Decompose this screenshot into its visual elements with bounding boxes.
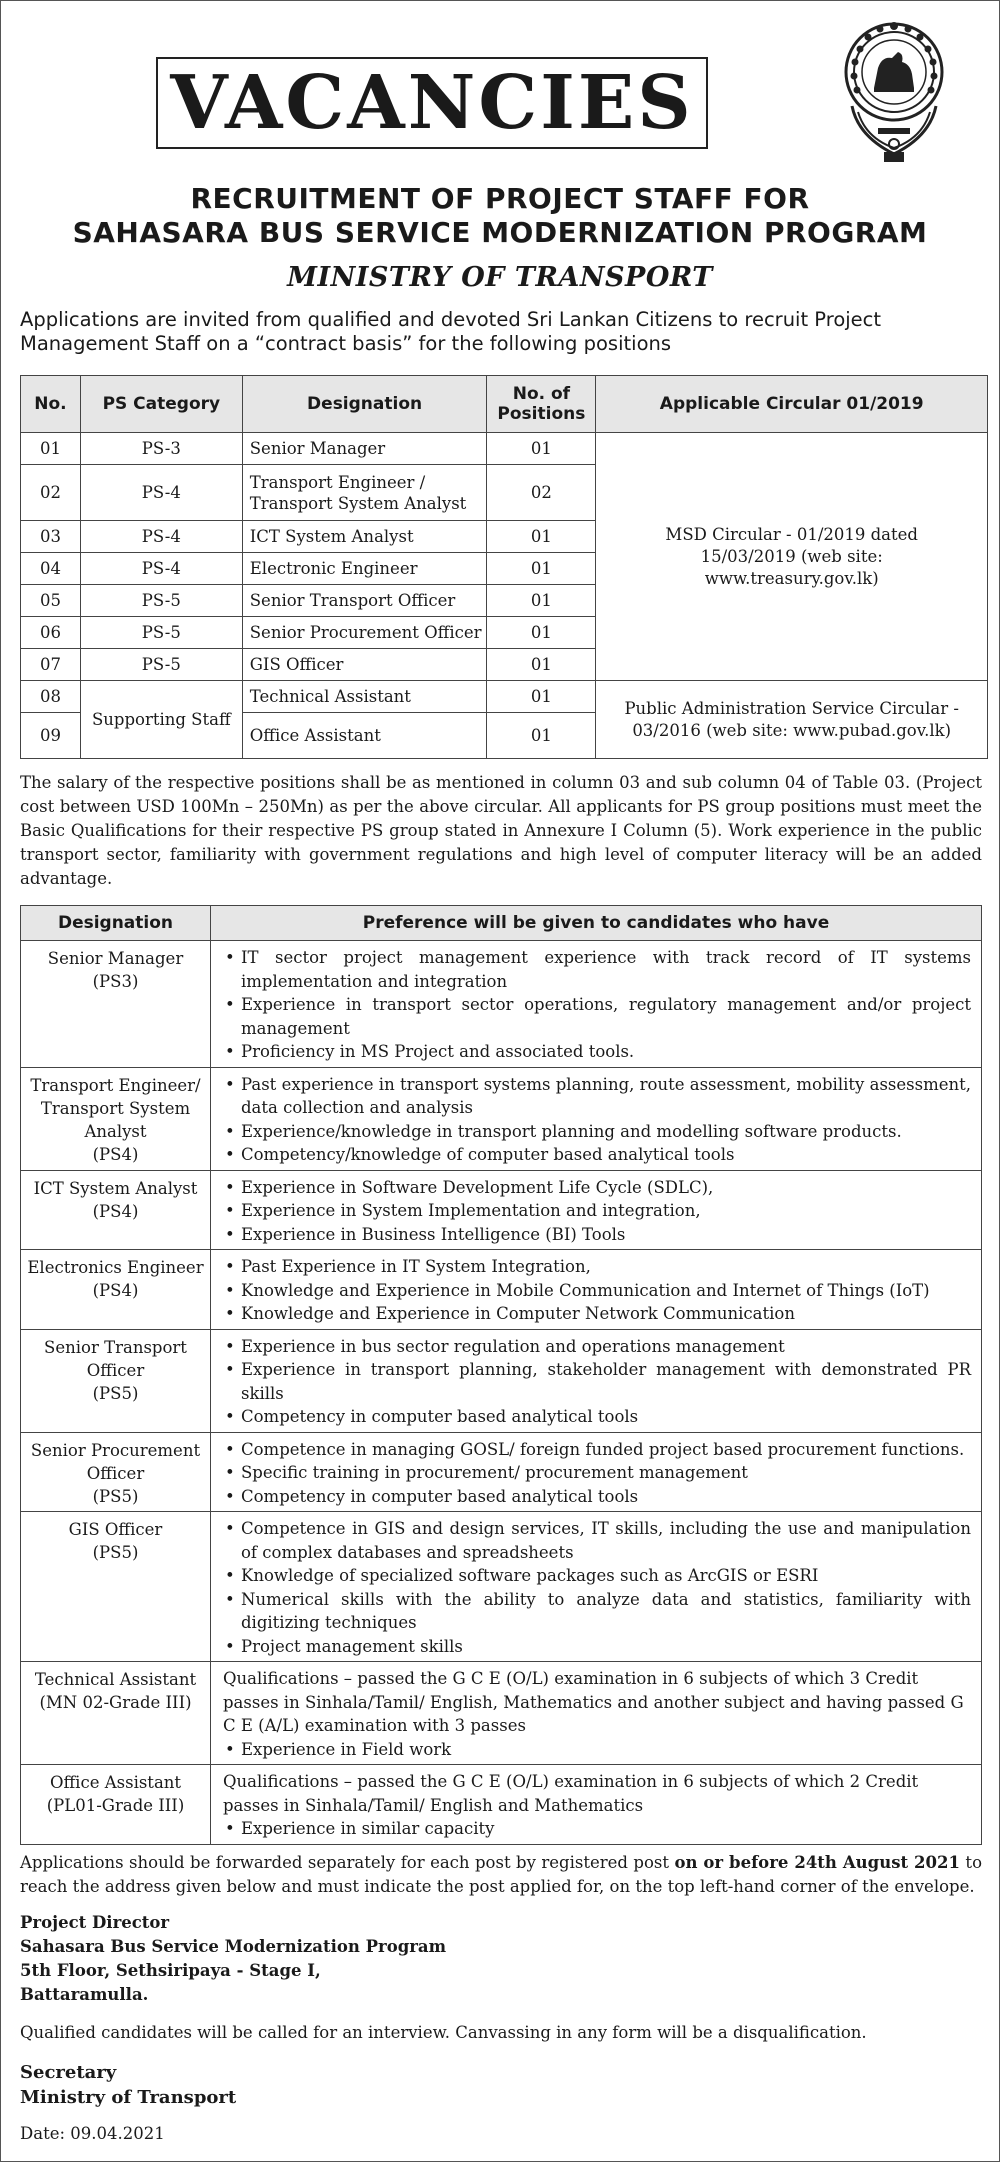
row-positions: 02 xyxy=(487,465,596,521)
header-ps-category: PS Category xyxy=(80,376,242,433)
criteria-item: • Experience/knowledge in transport planning and modelling software products. xyxy=(223,1120,971,1144)
preference-criteria xyxy=(211,1432,982,1512)
row-positions: 01 xyxy=(487,617,596,649)
row-no: 09 xyxy=(21,713,81,759)
address-line-4: Battaramulla. xyxy=(20,1985,149,2004)
positions-table xyxy=(20,375,988,759)
row-no: 04 xyxy=(21,553,81,585)
criteria-item: • Specific training in procurement/ procurement management xyxy=(223,1461,971,1485)
row-designation: GIS Officer xyxy=(242,649,487,681)
application-instructions xyxy=(20,1851,982,1899)
header-designation: Designation xyxy=(21,906,211,941)
row-category: PS-4 xyxy=(80,521,242,553)
circular-msd: MSD Circular - 01/2019 dated 15/03/2019 (web site: www.treasury.gov.lk) xyxy=(596,433,988,681)
criteria-item: • Competency in computer based analytical tools xyxy=(223,1485,971,1509)
qualification-text: Qualifications – passed the G C E (O/L) examination in 6 subjects of which 3 Credit passes in Sinhala/Tamil/ English, Mathematics and another subject and having passed G C E (A/L) examination with 3 passes xyxy=(223,1669,964,1735)
signoff-title: Secretary xyxy=(20,2062,117,2083)
criteria-item: • Experience in transport planning, stakeholder management with demonstrated PR skills xyxy=(223,1358,971,1405)
criteria-item: • Competency in computer based analytical tools xyxy=(223,1405,971,1429)
row-no: 06 xyxy=(21,617,81,649)
title-line-1: RECRUITMENT OF PROJECT STAFF FOR xyxy=(190,182,810,215)
row-positions: 01 xyxy=(487,649,596,681)
preference-criteria xyxy=(211,1512,982,1662)
row-category: PS-5 xyxy=(80,649,242,681)
row-designation: Senior Manager xyxy=(242,433,487,465)
preference-designation: ICT System Analyst (PS4) xyxy=(21,1170,211,1250)
criteria-list xyxy=(223,1817,971,1841)
positions-table-header xyxy=(21,376,988,433)
signoff-ministry: Ministry of Transport xyxy=(20,2087,237,2108)
row-category: Supporting Staff xyxy=(80,681,242,759)
preference-designation: Senior Manager (PS3) xyxy=(21,941,211,1068)
preference-row xyxy=(21,1067,982,1170)
criteria-list xyxy=(223,1176,971,1247)
preference-row xyxy=(21,1432,982,1512)
criteria-item: • Project management skills xyxy=(223,1635,971,1659)
preference-criteria xyxy=(211,1170,982,1250)
row-category: PS-3 xyxy=(80,433,242,465)
criteria-list xyxy=(223,1335,971,1429)
preference-criteria xyxy=(211,1250,982,1330)
criteria-list xyxy=(223,1073,971,1167)
preference-criteria xyxy=(211,1329,982,1432)
criteria-item: • Numerical skills with the ability to analyze data and statistics, familiarity with digitizing techniques xyxy=(223,1588,971,1635)
criteria-item: • Competence in managing GOSL/ foreign funded project based procurement functions. xyxy=(223,1438,971,1462)
criteria-item: • Past Experience in IT System Integration, xyxy=(223,1255,971,1279)
criteria-list xyxy=(223,1255,971,1326)
interview-note: Qualified candidates will be called for an interview. Canvassing in any form will be a disqualification. xyxy=(20,2023,867,2042)
row-no: 03 xyxy=(21,521,81,553)
criteria-item: • Competency/knowledge of computer based analytical tools xyxy=(223,1143,971,1167)
row-no: 08 xyxy=(21,681,81,713)
header-preference: Preference will be given to candidates who have xyxy=(211,906,982,941)
circular-pas: Public Administration Service Circular - 03/2016 (web site: www.pubad.gov.lk) xyxy=(596,681,988,759)
criteria-item: • Experience in bus sector regulation and operations management xyxy=(223,1335,971,1359)
row-designation: Office Assistant xyxy=(242,713,487,759)
preference-designation: Senior Procurement Officer (PS5) xyxy=(21,1432,211,1512)
preference-row xyxy=(21,1329,982,1432)
row-designation: ICT System Analyst xyxy=(242,521,487,553)
row-no: 07 xyxy=(21,649,81,681)
preference-designation: Office Assistant (PL01-Grade III) xyxy=(21,1765,211,1845)
preference-criteria xyxy=(211,941,982,1068)
criteria-item: • Past experience in transport systems planning, route assessment, mobility assessment, data collection and analysis xyxy=(223,1073,971,1120)
signoff-block xyxy=(20,2060,982,2110)
criteria-list xyxy=(223,1738,971,1762)
row-designation: Technical Assistant xyxy=(242,681,487,713)
row-designation: Transport Engineer / Transport System Analyst xyxy=(242,465,487,521)
criteria-item: • Experience in similar capacity xyxy=(223,1817,971,1841)
preference-table xyxy=(20,905,982,1845)
header-no-of-positions: No. of Positions xyxy=(487,376,596,433)
criteria-item: • Experience in Software Development Life Cycle (SDLC), xyxy=(223,1176,971,1200)
criteria-item: • Experience in Business Intelligence (BI) Tools xyxy=(223,1223,971,1247)
qualification-text: Qualifications – passed the G C E (O/L) examination in 6 subjects of which 2 Credit passes in Sinhala/Tamil/ English and Mathematics xyxy=(223,1772,919,1815)
preference-table-header xyxy=(21,906,982,941)
application-text-1: Applications should be forwarded separately for each post by registered post xyxy=(20,1853,675,1872)
preference-designation: Electronics Engineer (PS4) xyxy=(21,1250,211,1330)
table-row xyxy=(21,433,988,465)
row-positions: 01 xyxy=(487,713,596,759)
criteria-item: • Knowledge of specialized software packages such as ArcGIS or ESRI xyxy=(223,1564,971,1588)
table-row xyxy=(21,681,988,713)
row-positions: 01 xyxy=(487,553,596,585)
row-no: 05 xyxy=(21,585,81,617)
address-line-3: 5th Floor, Sethsiripaya - Stage I, xyxy=(20,1961,321,1980)
address-line-1: Project Director xyxy=(20,1913,170,1932)
row-category: PS-4 xyxy=(80,553,242,585)
criteria-item: • Competence in GIS and design services, IT skills, including the use and manipulation of complex databases and spreadsheets xyxy=(223,1517,971,1564)
preference-designation: Senior Transport Officer (PS5) xyxy=(21,1329,211,1432)
preference-criteria xyxy=(211,1067,982,1170)
row-positions: 01 xyxy=(487,521,596,553)
criteria-item: • Experience in transport sector operations, regulatory management and/or project management xyxy=(223,993,971,1040)
criteria-item: • Experience in Field work xyxy=(223,1738,971,1762)
preference-criteria xyxy=(211,1662,982,1765)
preference-row xyxy=(21,1662,982,1765)
header-designation: Designation xyxy=(242,376,487,433)
salary-paragraph: The salary of the respective positions shall be as mentioned in column 03 and sub column 04 of Table 03. (Project cost between USD 100Mn – 250Mn) as per the above circular. All applicants for PS group positions must meet the Basic Qualifications for their respective PS group stated in Annexure I Column (5). Work experience in the public transport sector, familiarity with government regulations and high level of computer literacy will be an added advantage. xyxy=(20,773,982,888)
preference-designation: GIS Officer (PS5) xyxy=(21,1512,211,1662)
criteria-item: • Knowledge and Experience in Computer Network Communication xyxy=(223,1302,971,1326)
criteria-list xyxy=(223,946,971,1064)
preference-row xyxy=(21,1512,982,1662)
row-positions: 01 xyxy=(487,433,596,465)
application-deadline: on or before 24th August 2021 xyxy=(674,1853,960,1872)
national-emblem-icon xyxy=(838,16,950,166)
intro-paragraph: Applications are invited from qualified and devoted Sri Lankan Citizens to recruit Project Management Staff on a “contract basis” for the following positions xyxy=(20,308,882,355)
row-positions: 01 xyxy=(487,585,596,617)
preference-criteria xyxy=(211,1765,982,1845)
criteria-item: • Knowledge and Experience in Mobile Communication and Internet of Things (IoT) xyxy=(223,1279,971,1303)
row-category: PS-5 xyxy=(80,585,242,617)
header-applicable-circular: Applicable Circular 01/2019 xyxy=(596,376,988,433)
row-no: 01 xyxy=(21,433,81,465)
criteria-list xyxy=(223,1517,971,1658)
criteria-item: • Experience in System Implementation and integration, xyxy=(223,1199,971,1223)
application-text-2: to reach the address given below and must indicate the post applied for, on the top left-hand corner of the envelope. xyxy=(20,1853,982,1896)
ministry-heading: MINISTRY OF TRANSPORT xyxy=(287,262,713,293)
row-category: PS-4 xyxy=(80,465,242,521)
row-designation: Senior Transport Officer xyxy=(242,585,487,617)
vacancies-banner: VACANCIES xyxy=(156,57,708,149)
criteria-item: • IT sector project management experience with track record of IT systems implementation and integration xyxy=(223,946,971,993)
preference-row xyxy=(21,1250,982,1330)
preference-designation: Technical Assistant (MN 02-Grade III) xyxy=(21,1662,211,1765)
preference-designation: Transport Engineer/ Transport System Analyst (PS4) xyxy=(21,1067,211,1170)
row-category: PS-5 xyxy=(80,617,242,649)
preference-row xyxy=(21,941,982,1068)
row-positions: 01 xyxy=(487,681,596,713)
address-line-2: Sahasara Bus Service Modernization Program xyxy=(20,1937,447,1956)
preference-row xyxy=(21,1765,982,1845)
criteria-item: • Proficiency in MS Project and associated tools. xyxy=(223,1040,971,1064)
row-no: 02 xyxy=(21,465,81,521)
header-no: No. xyxy=(21,376,81,433)
title-line-2: SAHASARA BUS SERVICE MODERNIZATION PROGRAM xyxy=(72,216,928,249)
preference-row xyxy=(21,1170,982,1250)
criteria-list xyxy=(223,1438,971,1509)
row-designation: Electronic Engineer xyxy=(242,553,487,585)
row-designation: Senior Procurement Officer xyxy=(242,617,487,649)
signoff-date: Date: 09.04.2021 xyxy=(20,2124,165,2143)
address-block xyxy=(20,1911,982,2007)
